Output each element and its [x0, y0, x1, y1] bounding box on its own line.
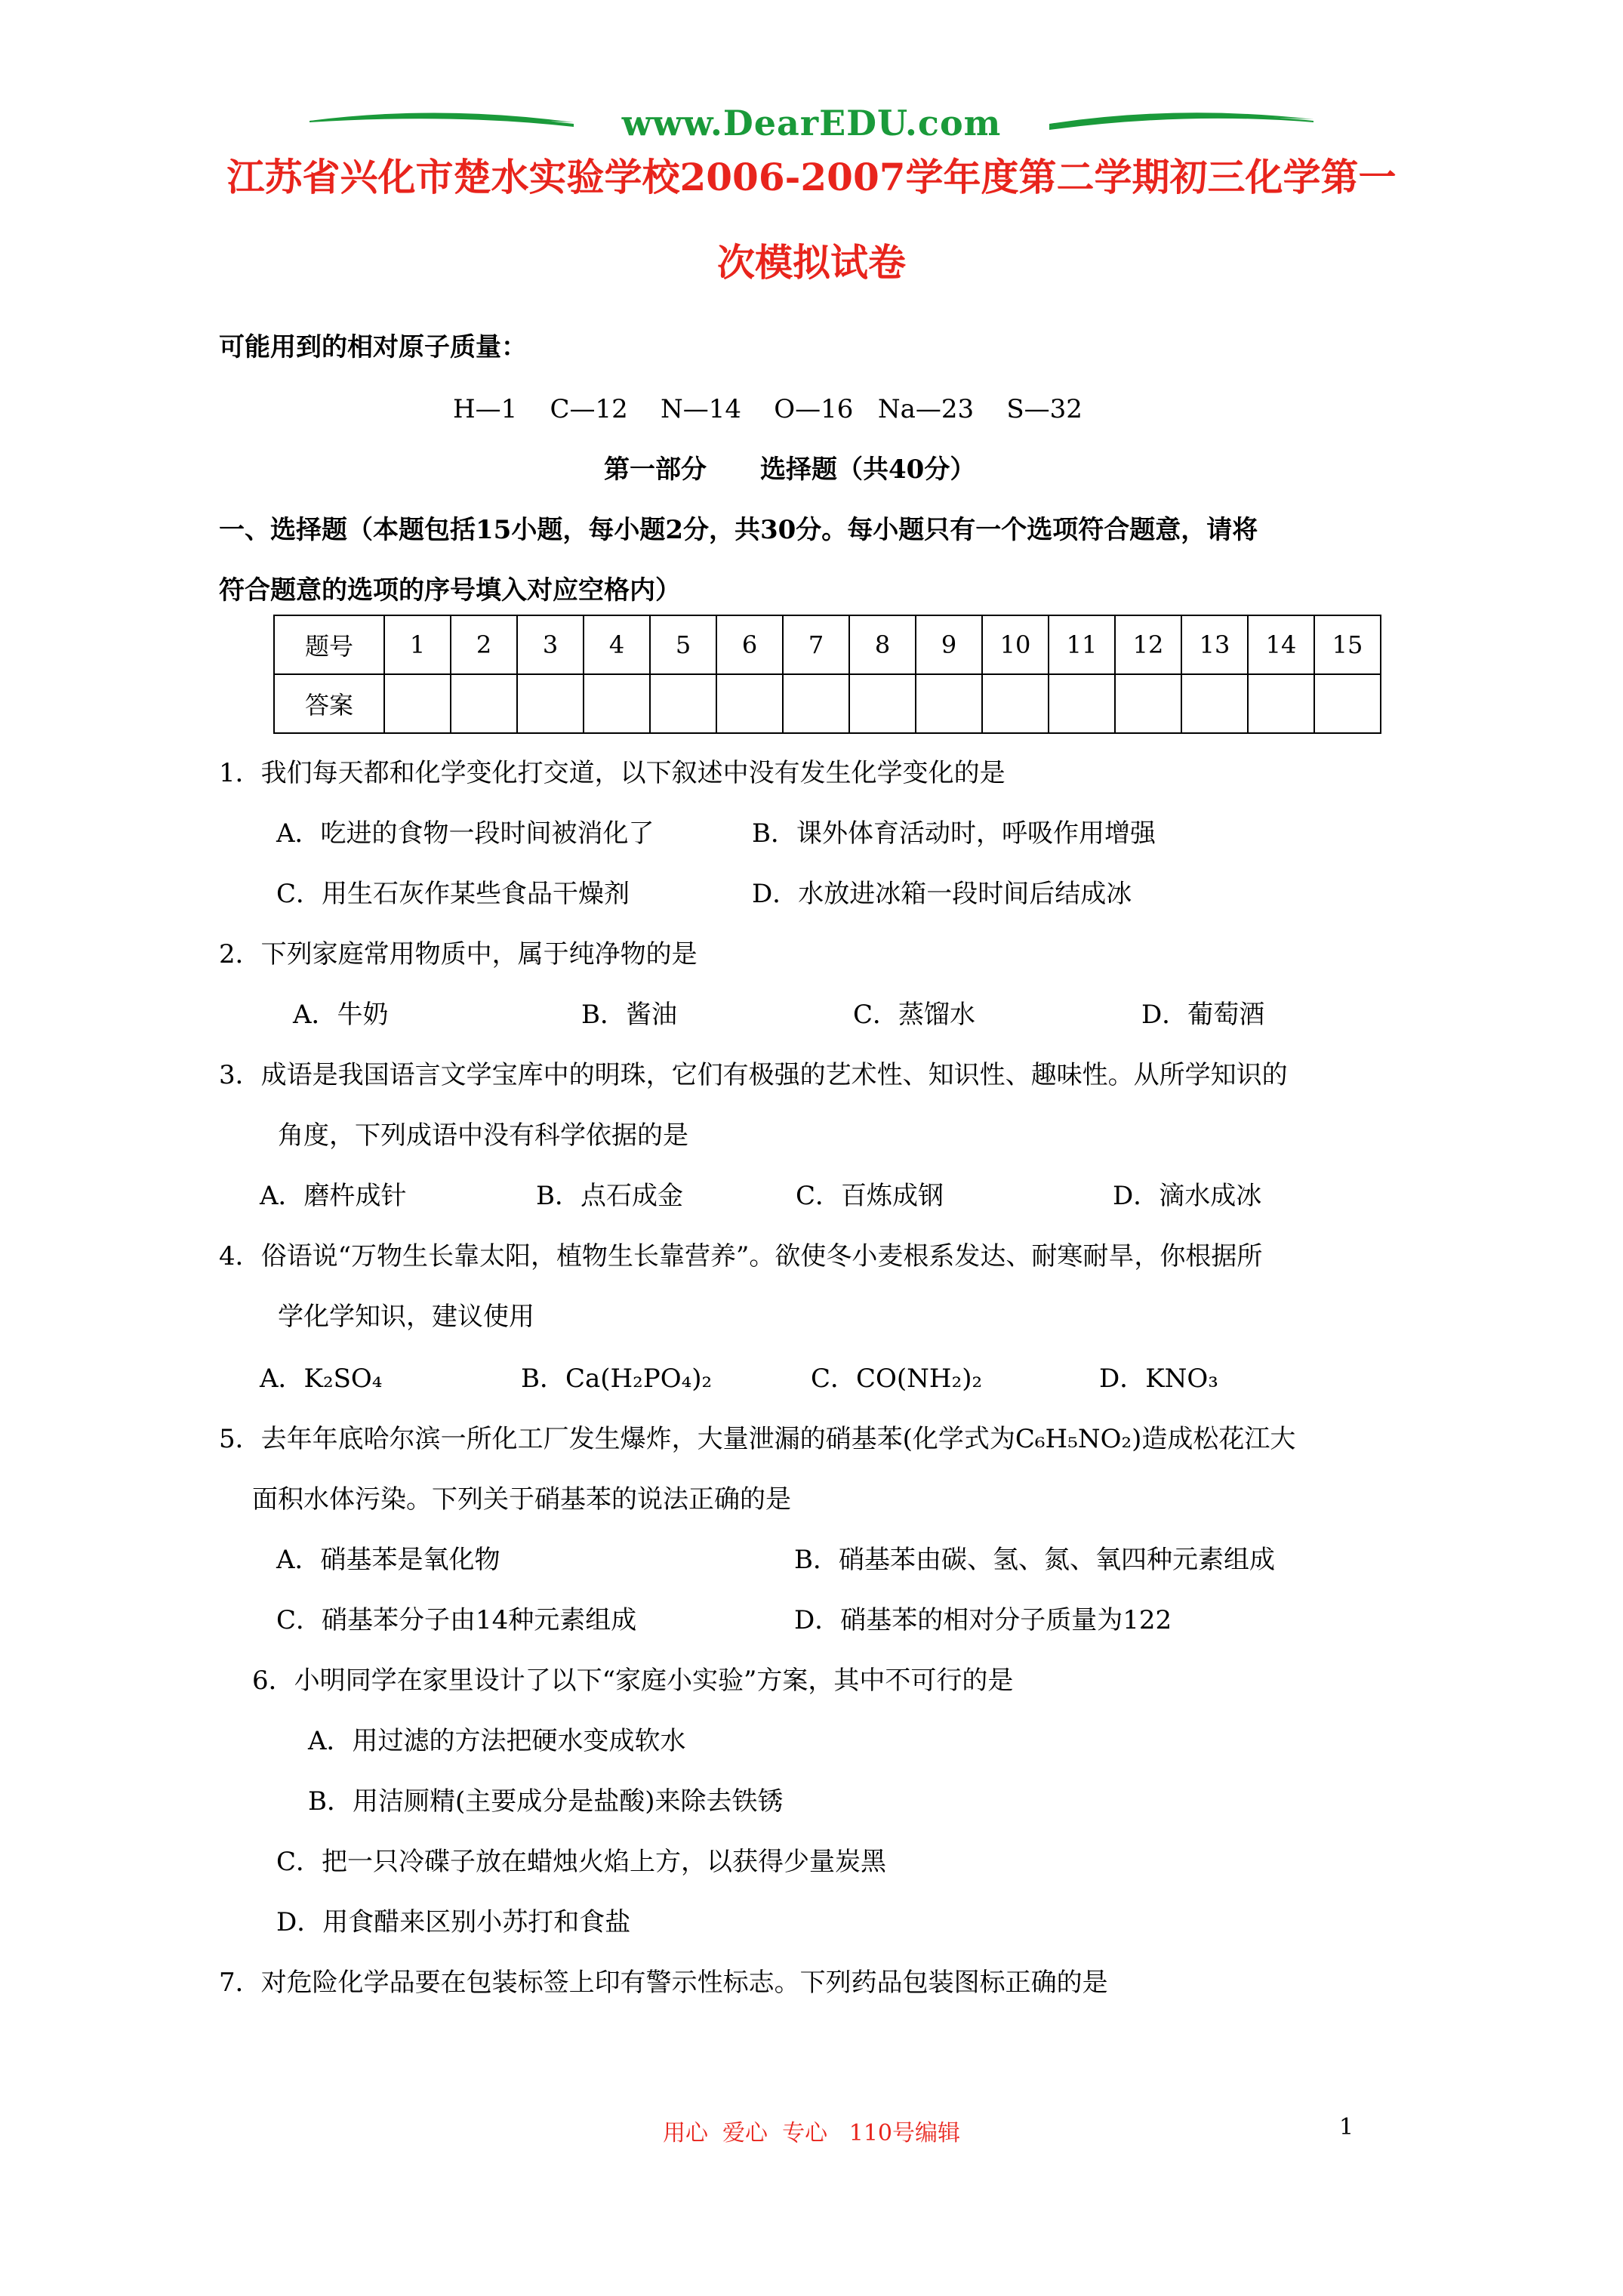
table-cell-number: 9 [916, 615, 982, 674]
logo-banner [302, 98, 1321, 151]
answer-cell[interactable] [384, 674, 451, 733]
answer-cell[interactable] [783, 674, 849, 733]
table-cell-number: 10 [982, 615, 1049, 674]
table-cell-number: 6 [716, 615, 783, 674]
q6-option-a: A．用过滤的方法把硬水变成软水 [308, 1726, 686, 1756]
q4-option-d: D．KNO₃ [1099, 1364, 1218, 1394]
q6-option-d: D．用食醋来区别小苏打和食盐 [276, 1907, 631, 1937]
logo-text: www.DearEDU.com [621, 103, 1002, 143]
q1-option-b: B．课外体育活动时，呼吸作用增强 [752, 818, 1156, 849]
atomic-mass-values: H—1 C—12 N—14 O—16 Na—23 S—32 [453, 394, 1083, 424]
answer-cell[interactable] [716, 674, 783, 733]
table-cell-number: 14 [1248, 615, 1314, 674]
q5-option-b: B．硝基苯由碳、氢、氮、氧四种元素组成 [794, 1545, 1275, 1575]
table-cell-number: 4 [584, 615, 650, 674]
q6-stem: 6．小明同学在家里设计了以下“家庭小实验”方案，其中不可行的是 [252, 1666, 1014, 1696]
answer-cell[interactable] [584, 674, 650, 733]
table-header-answer: 答案 [274, 674, 384, 733]
part1-heading: 第一部分 选择题（共40分） [604, 455, 976, 485]
answer-cell[interactable] [1115, 674, 1181, 733]
page-title-line1: 江苏省兴化市楚水实验学校2006-2007学年度第二学期初三化学第一 [226, 155, 1397, 199]
q5-option-a: A．硝基苯是氧化物 [276, 1545, 500, 1575]
q2-option-b: B．酱油 [581, 1000, 677, 1030]
table-cell-number: 15 [1314, 615, 1381, 674]
q1-option-d: D．水放进冰箱一段时间后结成冰 [752, 879, 1132, 909]
table-cell-number: 2 [451, 615, 517, 674]
answer-cell[interactable] [1181, 674, 1248, 733]
q1-option-a: A．吃进的食物一段时间被消化了 [276, 818, 654, 849]
q1-option-c: C．用生石灰作某些食品干燥剂 [276, 879, 630, 909]
table-cell-number: 7 [783, 615, 849, 674]
table-cell-number: 1 [384, 615, 451, 674]
q5-stem-line1: 5．去年年底哈尔滨一所化工厂发生爆炸，大量泄漏的硝基苯(化学式为C₆H₅NO₂)造成松花江大 [219, 1424, 1296, 1454]
q4-stem-line1: 4．俗语说“万物生长靠太阳，植物生长靠营养”。欲使冬小麦根系发达、耐寒耐旱，你根据所 [219, 1241, 1263, 1271]
answer-cell[interactable] [849, 674, 916, 733]
q4-stem-line2: 学化学知识，建议使用 [278, 1302, 534, 1332]
answer-cell[interactable] [1248, 674, 1314, 733]
answer-cell[interactable] [1314, 674, 1381, 733]
q2-option-d: D．葡萄酒 [1141, 1000, 1265, 1030]
q1-stem: 1．我们每天都和化学变化打交道，以下叙述中没有发生化学变化的是 [219, 758, 1006, 788]
q3-stem-line1: 3．成语是我国语言文学宝库中的明珠，它们有极强的艺术性、知识性、趣味性。从所学知识的 [219, 1060, 1288, 1090]
atomic-mass-label: 可能用到的相对原子质量： [219, 332, 527, 362]
answer-table [273, 615, 1381, 734]
page-number: 1 [1339, 2114, 1354, 2140]
table-cell-number: 3 [517, 615, 584, 674]
q5-option-d: D．硝基苯的相对分子质量为122 [794, 1605, 1172, 1635]
q4-option-c: C．CO(NH₂)₂ [811, 1364, 983, 1394]
q3-option-d: D．滴水成冰 [1113, 1181, 1262, 1211]
table-cell-number: 12 [1115, 615, 1181, 674]
q5-option-c: C．硝基苯分子由14种元素组成 [276, 1605, 637, 1635]
part1-instructions-line2: 符合题意的选项的序号填入对应空格内） [219, 575, 681, 606]
q7-stem: 7．对危险化学品要在包装标签上印有警示性标志。下列药品包装图标正确的是 [219, 1968, 1108, 1998]
q6-option-b: B．用洁厕精(主要成分是盐酸)来除去铁锈 [308, 1786, 784, 1817]
table-cell-number: 11 [1049, 615, 1115, 674]
answer-table-number-row [274, 615, 1381, 674]
q2-option-a: A．牛奶 [293, 1000, 389, 1030]
part1-instructions-line1: 一、选择题（本题包括15小题，每小题2分，共30分。每小题只有一个选项符合题意，请将 [219, 515, 1258, 545]
table-cell-number: 8 [849, 615, 916, 674]
answer-cell[interactable] [451, 674, 517, 733]
q4-option-a: A．K₂SO₄ [260, 1364, 383, 1394]
q6-option-c: C．把一只冷碟子放在蜡烛火焰上方，以获得少量炭黑 [276, 1847, 887, 1877]
q3-option-b: B．点石成金 [536, 1181, 683, 1211]
answer-cell[interactable] [916, 674, 982, 733]
q3-option-c: C．百炼成钢 [796, 1181, 944, 1211]
answer-table-answer-row [274, 674, 1381, 733]
answer-cell[interactable] [982, 674, 1049, 733]
table-cell-number: 5 [650, 615, 716, 674]
q3-option-a: A．磨杵成针 [260, 1181, 407, 1211]
answer-cell[interactable] [1049, 674, 1115, 733]
table-cell-number: 13 [1181, 615, 1248, 674]
footer-text: 用心 爱心 专心 110号编辑 [662, 2120, 960, 2147]
q5-stem-line2: 面积水体污染。下列关于硝基苯的说法正确的是 [252, 1484, 791, 1515]
q4-option-b: B．Ca(H₂PO₄)₂ [521, 1364, 713, 1394]
answer-cell[interactable] [650, 674, 716, 733]
q2-option-c: C．蒸馏水 [853, 1000, 976, 1030]
q2-stem: 2．下列家庭常用物质中，属于纯净物的是 [219, 939, 698, 969]
answer-cell[interactable] [517, 674, 584, 733]
q3-stem-line2: 角度，下列成语中没有科学依据的是 [278, 1120, 688, 1151]
page-title-line2: 次模拟试卷 [717, 240, 906, 285]
table-header-number: 题号 [274, 615, 384, 674]
